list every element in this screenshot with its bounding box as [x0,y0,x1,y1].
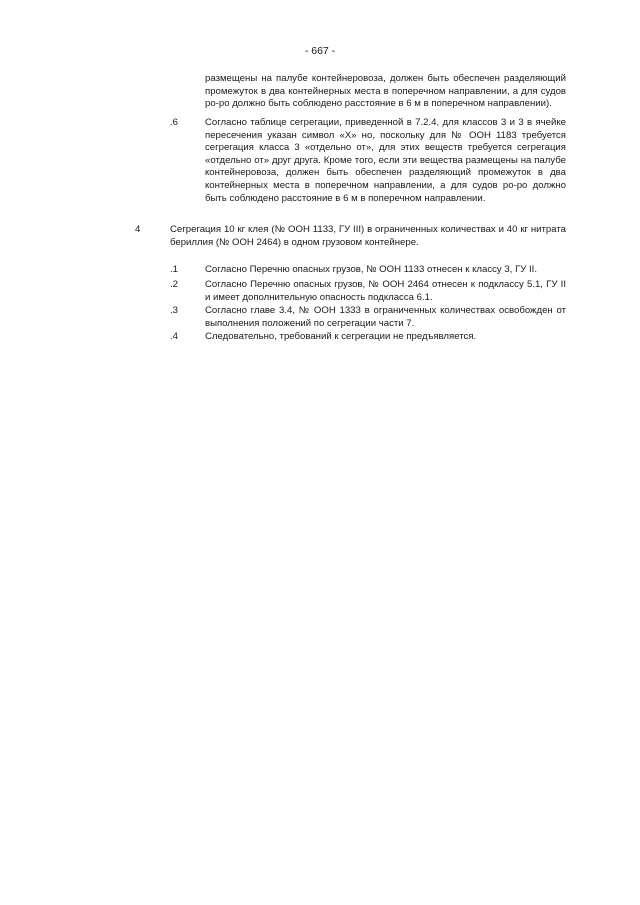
list-item-text: Следовательно, требований к сегрегации не предъявляется. [205,331,477,342]
list-item-text: Согласно главе 3.4, № ООН 1333 в ограниченных количествах освобожден от выполнения положений по сегрегации части 7. [205,305,566,329]
list-item-text: Согласно Перечню опасных грузов, № ООН 2464 отнесен к подклассу 5.1, ГУ II и имеет дополнительную опасность подкласса 6.1. [205,279,566,303]
list-item-number: .6 [170,117,179,128]
list-item-number: .3 [170,305,179,316]
section-number: 4 [135,224,141,235]
list-item-number: .1 [170,264,179,275]
list-item-text: Согласно таблице сегрегации, приведенной в 7.2.4, для классов 3 и 3 в ячейке пересечения указан символ «X» но, поскольку для № ООН 1183 требуется сегрегация класса 3 «отдельно от», для этих веществ требуется сегрегация «отдельно от» друг друга. Кроме того, если эти вещества размещены на палубе контейнеровоза, должен быть обеспечен разделяющий промежуток в два контейнерных места в поперечном направлении, а для судов ро-ро должно быть соблюдено расстояние в 6 м в поперечном направлении. [205,117,566,204]
list-item-number: .2 [170,279,179,290]
list-item-number: .4 [170,331,179,342]
page-number: - 667 - [304,45,336,57]
continuation-paragraph: размещены на палубе контейнеровоза, должен быть обеспечен разделяющий промежуток в два контейнерных места в поперечном направлении, а для судов ро-ро должно быть соблюдено расстояние в 6 м в поперечном направлении). [205,73,566,110]
section-heading-text: Сегрегация 10 кг клея (№ ООН 1133, ГУ III) в ограниченных количествах и 40 кг нитрата бериллия (№ ООН 2464) в одном грузовом контейнере. [170,224,566,248]
list-item-text: Согласно Перечню опасных грузов, № ООН 1133 отнесен к классу 3, ГУ II. [205,264,538,275]
